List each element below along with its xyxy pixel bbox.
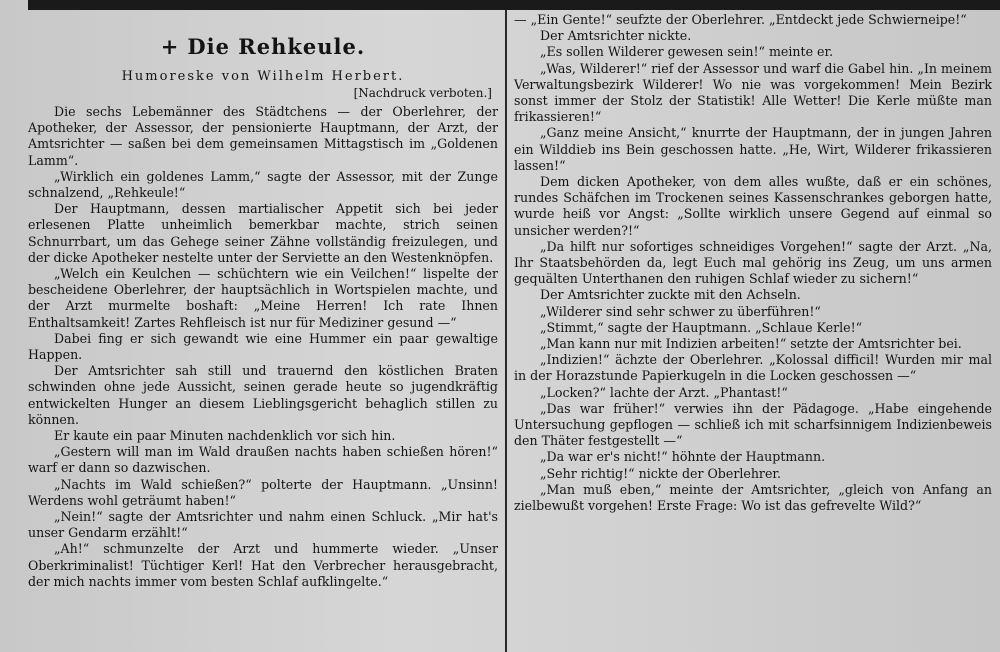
paragraph: „Da hilft nur sofortiges schneidiges Vorgehen!“ sagte der Arzt. „Na, Ihr Staatsbehörden da, legt Euch mal gehörig ins Zeug, um uns armen gequälten Unterthanen den ruhigen Schlaf wieder zu sichern!“ xyxy=(514,238,992,287)
paragraph: „Stimmt,“ sagte der Hauptmann. „Schlaue Kerle!“ xyxy=(540,319,863,335)
paragraph: Der Amtsrichter sah still und trauernd den köstlichen Braten schwinden ohne jede Aussicht, seinen gerade heute so jugendkräftig entwickelten Hunger an diesem Lieblingsgericht behaglich stillen zu können. xyxy=(28,363,498,427)
article-title xyxy=(28,34,498,59)
paragraph: „Wilderer sind sehr schwer zu überführen!“ xyxy=(540,303,821,319)
paragraph: „Nein!“ sagte der Amtsrichter und nahm einen Schluck. „Mir hat's unser Gendarm erzählt!“ xyxy=(28,509,498,541)
paragraph: Die sechs Lebemänner des Städtchens — der Oberlehrer, der Apotheker, der Assessor, der pensionierte Hauptmann, der Arzt, der Amtsrichter — saßen bei dem gemeinsamen Mittagstisch im „Goldenen Lamm“. xyxy=(28,104,498,168)
paragraph: „Man kann nur mit Indizien arbeiten!“ setzte der Amtsrichter bei. xyxy=(540,336,962,352)
paragraph: „Sehr richtig!“ nickte der Oberlehrer. xyxy=(540,465,782,481)
paragraph: „Es sollen Wilderer gewesen sein!“ meinte er. xyxy=(540,44,834,60)
right-column xyxy=(514,12,992,514)
column-divider xyxy=(505,10,507,652)
paragraph: Dabei fing er sich gewandt wie eine Hummer ein paar gewaltige Happen. xyxy=(28,330,498,363)
paragraph: Dem dicken Apotheker, von dem alles wußte, daß er ein schönes, rundes Schäfchen im Trockenen seines Kassenschrankes geborgen hatte, wurde heiß vor Angst: „Sollte wirklich unsere Gegend auf einmal so unsicher werden?!“ xyxy=(514,174,992,238)
article-title-text: Die Rehkeule. xyxy=(187,34,366,59)
top-rule xyxy=(28,0,1000,10)
paragraph: Der Amtsrichter zuckte mit den Achseln. xyxy=(540,287,801,303)
cross-icon: + xyxy=(160,34,180,59)
paragraph: „Welch ein Keulchen — schüchtern wie ein Veilchen!“ lispelte der bescheidene Oberlehrer, der hauptsächlich in Wortspielen machte, und der Arzt murmelte boshaft: „Meine Herren! Ich rate Ihnen Enthaltsamkeit! Zartes Rehfleisch ist nur für Mediziner gesund —“ xyxy=(28,266,498,330)
paragraph: „Man muß eben,“ meinte der Amtsrichter, „gleich von Anfang an zielbewußt vorgehen! Erste Frage: Wo ist das gefrevelte Wild?“ xyxy=(514,481,992,514)
paragraph: „Was, Wilderer!“ rief der Assessor und warf die Gabel hin. „In meinem Verwaltungsbezirk Wilderer! Wo nie was vorgekommen! Mein Bezirk sonst immer der Stolz der Statistik! Alle Wetter! Die Kerle müßte man frikassieren!“ xyxy=(514,60,992,125)
paragraph: Der Amtsrichter nickte. xyxy=(540,28,692,44)
paragraph: „Nachts im Wald schießen?“ polterte der Hauptmann. „Unsinn! Werdens wohl geträumt haben!“ xyxy=(28,476,498,508)
paragraph: „Wirklich ein goldenes Lamm,“ sagte der Assessor, mit der Zunge schnalzend, „Rehkeule!“ xyxy=(28,168,498,201)
paragraph: — „Ein Gente!“ seufzte der Oberlehrer. „Entdeckt jede Schwierneipe!“ xyxy=(514,12,967,27)
article-subtitle: Humoreske von Wilhelm Herbert. xyxy=(121,69,405,84)
paragraph: „Gestern will man im Wald draußen nachts haben schießen hören!“ warf er dann so dazwischen. xyxy=(28,444,498,476)
left-body xyxy=(28,104,498,590)
paragraph: „Ah!“ schmunzelte der Arzt und hummerte wieder. „Unser Oberkriminalist! Tüchtiger Kerl! Hat den Verbrecher herausgebracht, der mich nachts immer vom besten Schlaf aufklingelte.“ xyxy=(28,541,498,589)
right-body xyxy=(514,12,992,514)
paragraph: „Locken?“ lachte der Arzt. „Phantast!“ xyxy=(540,384,788,400)
paragraph: „Ganz meine Ansicht,“ knurrte der Hauptmann, der in jungen Jahren ein Wilddieb ins Bein geschossen hatte. „He, Wirt, Wilderer frikassieren lassen!“ xyxy=(514,125,992,173)
paragraph: „Das war früher!“ verwies ihn der Pädagoge. „Habe eingehende Untersuchung gepflogen — schließ ich mit scharfsinnigem Indizienbeweis den Thäter festgestellt —“ xyxy=(514,400,992,449)
paragraph: Er kaute ein paar Minuten nachdenklich vor sich hin. xyxy=(54,428,396,444)
rights-notice: [Nachdruck verboten.] xyxy=(353,86,492,100)
left-column xyxy=(28,12,498,590)
paragraph: „Da war er's nicht!“ höhnte der Hauptmann. xyxy=(540,449,826,465)
paragraph: „Indizien!“ ächzte der Oberlehrer. „Kolossal difficil! Wurden mir mal in der Horazstunde Papierkugeln in die Locken geschossen —“ xyxy=(514,352,992,384)
paragraph: Der Hauptmann, dessen martialischer Appetit sich bei jeder erlesenen Platte unheimlich bemerkbar machte, strich seinen Schnurrbart, um das Gehege seiner Zähne vollständig freizulegen, und der dicke Apotheker nestelte unter der Serviette an den Westenknöpfen. xyxy=(28,201,498,265)
